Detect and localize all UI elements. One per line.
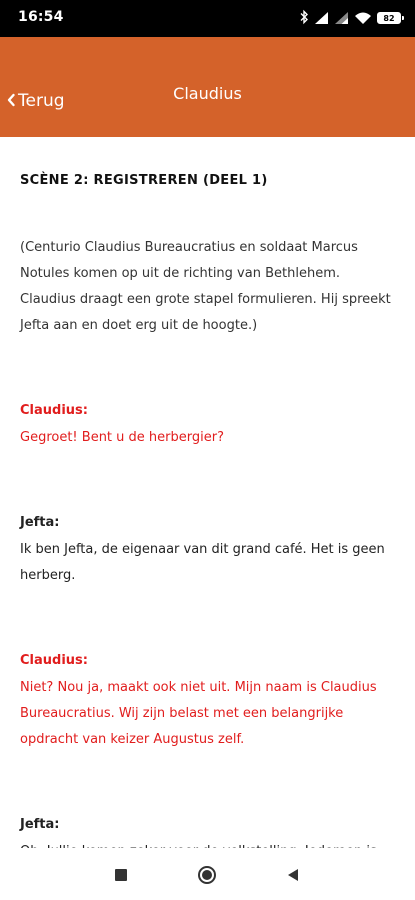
app-header bbox=[0, 37, 415, 137]
battery-icon bbox=[377, 12, 401, 24]
dialogue-line: Ik ben Jefta, de eigenaar van dit grand café. Het is geen herberg. bbox=[20, 542, 385, 583]
wifi-icon bbox=[355, 9, 371, 28]
stage-direction: (Centurio Claudius Bureaucratius en soldaat Marcus Notules komen op uit de richting van Bethlehem. Claudius draagt een grote stapel formulieren. Hij spreekt Jefta aan en doet erg uit de hoogte.) bbox=[20, 240, 391, 333]
navigation-bar bbox=[0, 848, 415, 900]
home-circle-icon[interactable] bbox=[196, 864, 218, 886]
page-title: Claudius bbox=[173, 84, 242, 103]
script-content[interactable] bbox=[0, 137, 415, 848]
scene-title: SCÈNE 2: REGISTREREN (DEEL 1) bbox=[20, 173, 268, 188]
dialogue-line: Gegroet! Bent u de herbergier? bbox=[20, 430, 224, 445]
status-time: 16:54 bbox=[18, 9, 64, 25]
dialogue-line: Niet? Nou ja, maakt ook niet uit. Mijn naam is Claudius Bureaucratius. Wij zijn belast met een belangrijke opdracht van keizer Augustus zelf. bbox=[20, 680, 377, 747]
bluetooth-icon bbox=[300, 9, 309, 28]
back-label: Terug bbox=[18, 91, 65, 111]
status-bar bbox=[0, 0, 415, 37]
recents-square-icon[interactable] bbox=[110, 864, 132, 886]
speaker-name: Claudius: bbox=[20, 403, 88, 418]
signal-icon bbox=[315, 9, 329, 28]
status-icons bbox=[300, 10, 401, 26]
signal-icon bbox=[335, 9, 349, 28]
battery-level: 82 bbox=[383, 13, 395, 23]
speaker-name: Jefta: bbox=[20, 817, 60, 832]
speaker-name: Jefta: bbox=[20, 515, 60, 530]
speaker-name: Claudius: bbox=[20, 653, 88, 668]
back-triangle-icon[interactable] bbox=[282, 864, 304, 886]
